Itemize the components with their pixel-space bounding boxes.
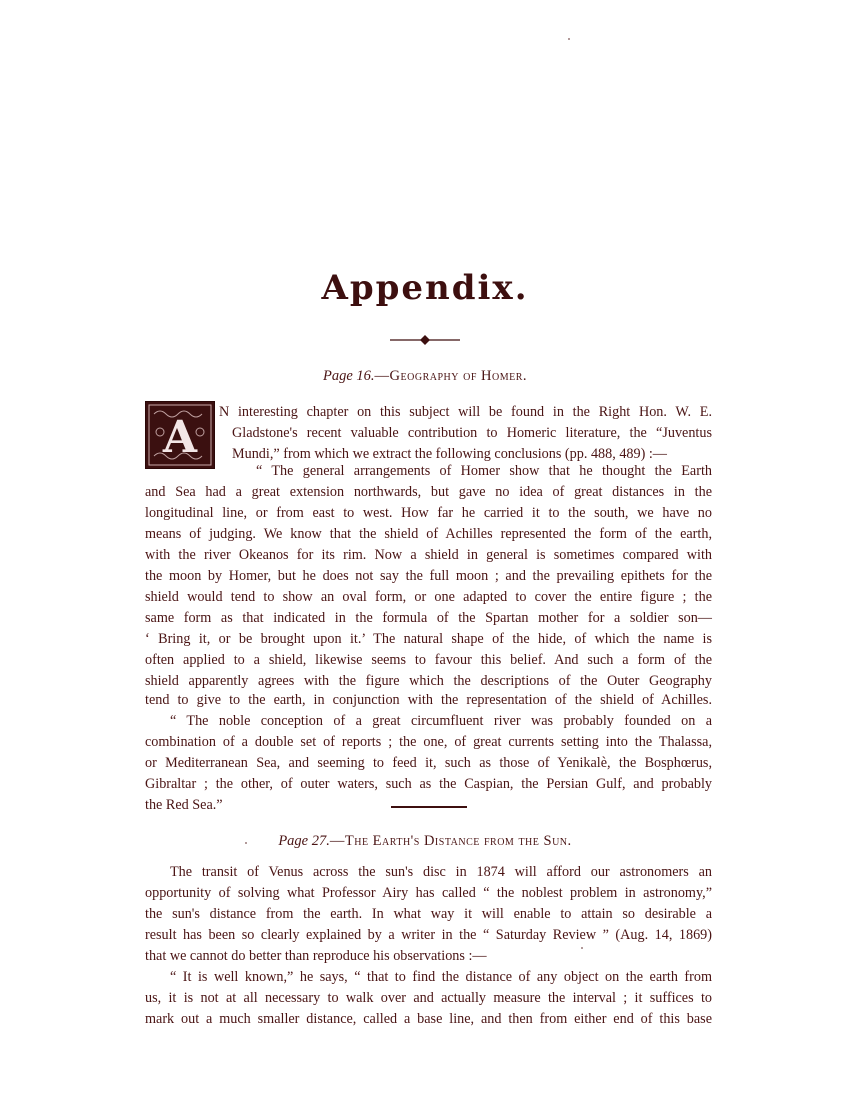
text-line: “ It is well known,” he says, “ that to find the distance of any object on the earth from (170, 969, 712, 985)
text-line: us, it is not at all necessary to walk over and actually measure the interval ; it suffices to (145, 990, 712, 1006)
section-title: —The Earth's Distance from the Sun. (329, 833, 572, 849)
text-line: “ The general arrangements of Homer show that he thought the Earth (256, 463, 712, 479)
section-heading-earth-distance (0, 833, 850, 850)
title-ornament (390, 334, 460, 346)
page-title: Appendix. (321, 268, 529, 308)
text-line: often applied to a shield, likewise seems to favour this belief. And such a form of the (145, 652, 712, 668)
text-line: that we cannot do better than reproduce his observations :— (145, 948, 487, 964)
text-line: N interesting chapter on this subject will be found in the Right Hon. W. E. (219, 404, 712, 420)
text-line: ‘ Bring it, or be brought upon it.’ The natural shape of the hide, of which the name is (145, 631, 712, 647)
print-speck (568, 38, 570, 40)
section-divider (391, 806, 467, 808)
text-line: the sun's distance from the earth. In what way it will enable to attain so desirable a (145, 906, 712, 922)
text-line: mark out a much smaller distance, called a base line, and then from either end of this base (145, 1011, 712, 1027)
print-speck (581, 947, 583, 949)
print-speck (245, 842, 247, 844)
text-line: opportunity of solving what Professor Airy has called “ the noblest problem in astronomy,” (145, 885, 712, 901)
text-line: longitudinal line, or from east to west. How far he carried it to the south, we have no (145, 505, 712, 521)
text-line: tend to give to the earth, in conjunction with the representation of the shield of Achilles. (145, 692, 712, 708)
text-line: result has been so clearly explained by a writer in the “ Saturday Review ” (Aug. 14, 1869) (145, 927, 712, 943)
page-reference: Page 27. (278, 833, 330, 849)
drop-cap-ornament (145, 401, 215, 469)
text-line: and Sea had a great extension northwards, but gave no idea of great distances in the (145, 484, 712, 500)
text-line: Mundi,” from which we extract the following conclusions (pp. 488, 489) :— (232, 446, 667, 462)
text-line: combination of a double set of reports ; the one, of great currents setting into the Thalassa, (145, 734, 712, 750)
text-line: The transit of Venus across the sun's disc in 1874 will afford our astronomers an (170, 864, 712, 880)
text-line: means of judging. We know that the shield of Achilles represented the form of the earth, (145, 526, 712, 542)
text-line: the Red Sea.” (145, 797, 223, 813)
text-line: or Mediterranean Sea, and seeming to feed it, such as those of Yenikalè, the Bosphœrus, (145, 755, 712, 771)
drop-cap-letter: A (162, 412, 198, 463)
text-line: same form as that indicated in the formula of the Spartan mother for a soldier son— (145, 610, 712, 626)
text-line: the moon by Homer, but he does not say the full moon ; and the prevailing epithets for the (145, 568, 712, 584)
text-line: shield would tend to show an oval form, or one adapted to cover the entire figure ; the (145, 589, 712, 605)
text-line: shield apparently agrees with the figure which the descriptions of the Outer Geography (145, 673, 712, 689)
text-line: “ The noble conception of a great circumfluent river was probably founded on a (170, 713, 712, 729)
text-line: Gladstone's recent valuable contribution to Homeric literature, the “Juventus (232, 425, 712, 441)
text-line: Gibraltar ; the other, of outer waters, such as the Caspian, the Persian Gulf, and probably (145, 776, 712, 792)
page-reference: Page 16. (323, 368, 375, 384)
section-heading-geography (0, 368, 850, 385)
section-title: —Geography of Homer. (374, 368, 527, 384)
text-line: with the river Okeanos for its rim. Now a shield in general is sometimes compared with (145, 547, 712, 563)
